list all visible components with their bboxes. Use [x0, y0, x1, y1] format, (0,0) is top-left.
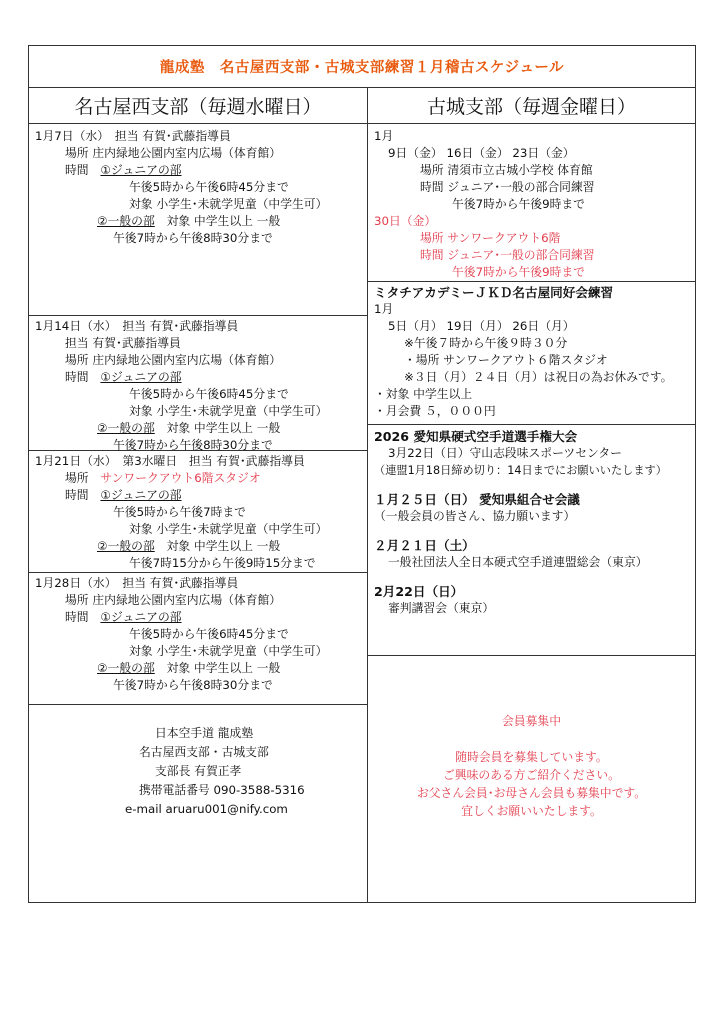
block-jikan: 時間: [65, 370, 89, 384]
junior-target: 対象 小学生･未就学児童（中学生可）: [129, 404, 328, 418]
junior-time: 午後5時から午後6時45分まで: [129, 180, 289, 194]
block-date: 1月21日（水）: [35, 454, 111, 468]
kojo-d30-jikan: 時間 ジュニア･一般の部合同練習: [420, 248, 595, 262]
block-tanto: 担当 有賀･武藤指導員: [188, 454, 305, 468]
event-title: 2月22日（日）: [374, 584, 464, 599]
jkd-target: ・対象 中学生以上: [374, 387, 473, 401]
junior-label: ①ジュニアの部: [100, 370, 182, 384]
schedule-frame: [28, 45, 696, 903]
junior-time: 午後5時から午後6時45分まで: [129, 387, 289, 401]
kojo-month: 1月: [374, 129, 394, 143]
jkd-fee: ・月会費 ５，０００円: [374, 404, 496, 418]
jkd-title: ミタチアカデミーＪＫＤ名古屋同好会練習: [374, 285, 614, 300]
event-title: ２月２１日（土）: [374, 538, 475, 553]
block-basho: 場所 庄内緑地公園内室内広場（体育館）: [65, 593, 282, 607]
title-row: [29, 46, 695, 88]
kojo-time: 午後7時から午後9時まで: [452, 197, 585, 211]
recruit-line: 宜しくお願いいたします。: [461, 804, 602, 818]
general-target: 対象 中学生以上 一般: [166, 539, 281, 553]
block-jikan: 時間: [65, 163, 89, 177]
general-label: ②一般の部: [97, 214, 155, 228]
right-divider-1: [368, 281, 695, 282]
recruit-block: [368, 712, 695, 820]
jkd-basho: ・場所 サンワークアウト６階スタジオ: [404, 353, 608, 367]
recruit-line: お父さん会員･お母さん会員も募集中です。: [416, 786, 647, 800]
junior-time: 午後5時から午後7時まで: [113, 505, 246, 519]
junior-target: 対象 小学生･未就学児童（中学生可）: [129, 522, 328, 536]
general-label: ②一般の部: [97, 661, 155, 675]
block-tanto: 担当 有賀･武藤指導員: [122, 576, 239, 590]
right-divider-2: [368, 424, 695, 425]
junior-label: ①ジュニアの部: [100, 488, 182, 502]
block-date: 1月14日（水）: [35, 319, 111, 333]
recruit-line: ご興味のある方ご紹介ください。: [443, 768, 620, 782]
general-target: 対象 中学生以上 一般: [166, 214, 281, 228]
block-date: 1月28日（水）: [35, 576, 111, 590]
kojo-dates: 9日（金） 16日（金） 23日（金）: [388, 146, 575, 160]
event-title: 2026 愛知県硬式空手道選手権大会: [374, 429, 578, 444]
block-basho: 場所 庄内緑地公園内室内広場（体育館）: [65, 146, 282, 160]
general-time: 午後7時から午後8時30分まで: [113, 678, 273, 692]
junior-label: ①ジュニアの部: [100, 163, 182, 177]
left-column-header: 名古屋西支部（毎週水曜日）: [29, 88, 367, 124]
block-jikan: 時間: [65, 488, 89, 502]
contact-block: [125, 724, 305, 819]
block-jikan: 時間: [65, 610, 89, 624]
kojo-d30: 30日（金）: [374, 214, 437, 228]
general-time: 午後7時から午後8時30分まで: [113, 231, 273, 245]
jkd-month: 1月: [374, 302, 394, 316]
block-basho: サンワークアウト6階スタジオ: [100, 471, 261, 485]
jkd-block: [374, 284, 672, 420]
event-line: （一般会員の皆さん、協力願います）: [374, 509, 576, 523]
block-date: 1月7日（水）: [35, 129, 104, 143]
right-column-header: 古城支部（毎週金曜日）: [368, 88, 695, 124]
recruit-title: 会員募集中: [502, 714, 561, 728]
event-line: 一般社団法人全日本硬式空手道連盟総会（東京）: [388, 555, 648, 569]
block-basho-label: 場所: [65, 471, 89, 485]
general-target: 対象 中学生以上 一般: [166, 421, 281, 435]
event-line: 3月22日（日）守山志段味スポーツセンター: [388, 446, 622, 460]
schedule-block-jan14: [35, 318, 327, 454]
contact-email: e-mail aruaru001@nify.com: [125, 802, 288, 816]
jkd-note: ※３日（月）２４日（月）は祝日の為お休みです。: [404, 370, 673, 384]
general-time: 午後7時から午後8時30分まで: [113, 438, 273, 452]
block-tanto: 担当 有賀･武藤指導員: [114, 129, 231, 143]
contact-phone: 携帯電話番号 090-3588-5316: [139, 783, 305, 797]
left-divider-3: [29, 572, 367, 573]
schedule-block-jan7: [35, 128, 327, 247]
general-time: 午後7時15分から午後9時15分まで: [129, 556, 316, 570]
event-title: １月２５日（日） 愛知県組合せ会議: [374, 492, 580, 507]
schedule-block-jan28: [35, 575, 327, 694]
junior-target: 対象 小学生･未就学児童（中学生可）: [129, 644, 328, 658]
left-divider-1: [29, 315, 367, 316]
events-block: [374, 428, 694, 617]
block-tanto: 担当 有賀･武藤指導員: [122, 319, 239, 333]
junior-target: 対象 小学生･未就学児童（中学生可）: [129, 197, 328, 211]
right-divider-3: [368, 655, 695, 656]
left-divider-4: [29, 704, 367, 705]
schedule-block-jan21: [35, 453, 327, 572]
general-label: ②一般の部: [97, 421, 155, 435]
kojo-basho: 場所 清須市立古城小学校 体育館: [420, 163, 593, 177]
block-basho: 場所 庄内緑地公園内室内広場（体育館）: [65, 353, 282, 367]
junior-label: ①ジュニアの部: [100, 610, 182, 624]
recruit-line: 随時会員を募集しています。: [455, 750, 608, 764]
general-label: ②一般の部: [97, 539, 155, 553]
kojo-d30-basho: 場所 サンワークアウト6階: [420, 231, 561, 245]
block-week: 第3水曜日: [122, 454, 178, 468]
jkd-time: ※午後７時から午後９時３０分: [404, 336, 568, 350]
kojo-jikan: 時間 ジュニア･一般の部合同練習: [420, 180, 595, 194]
block-tanto2: 担当 有賀･武藤指導員: [65, 336, 181, 350]
kojo-d30-time: 午後7時から午後9時まで: [452, 265, 585, 279]
event-line: （連盟1月18日締め切り：14日までにお願いいたします）: [374, 464, 667, 477]
kojo-block: [374, 128, 595, 281]
page-title: 龍成塾 名古屋西支部・古城支部練習１月稽古スケジュール: [159, 60, 565, 76]
event-line: 審判講習会（東京）: [388, 601, 495, 615]
general-target: 対象 中学生以上 一般: [166, 661, 281, 675]
contact-branch: 名古屋西支部・古城支部: [139, 745, 269, 759]
jkd-dates: 5日（月） 19日（月） 26日（月）: [388, 319, 575, 333]
junior-time: 午後5時から午後6時45分まで: [129, 627, 289, 641]
contact-head: 支部長 有賀正孝: [155, 764, 242, 778]
contact-org: 日本空手道 龍成塾: [155, 726, 254, 740]
